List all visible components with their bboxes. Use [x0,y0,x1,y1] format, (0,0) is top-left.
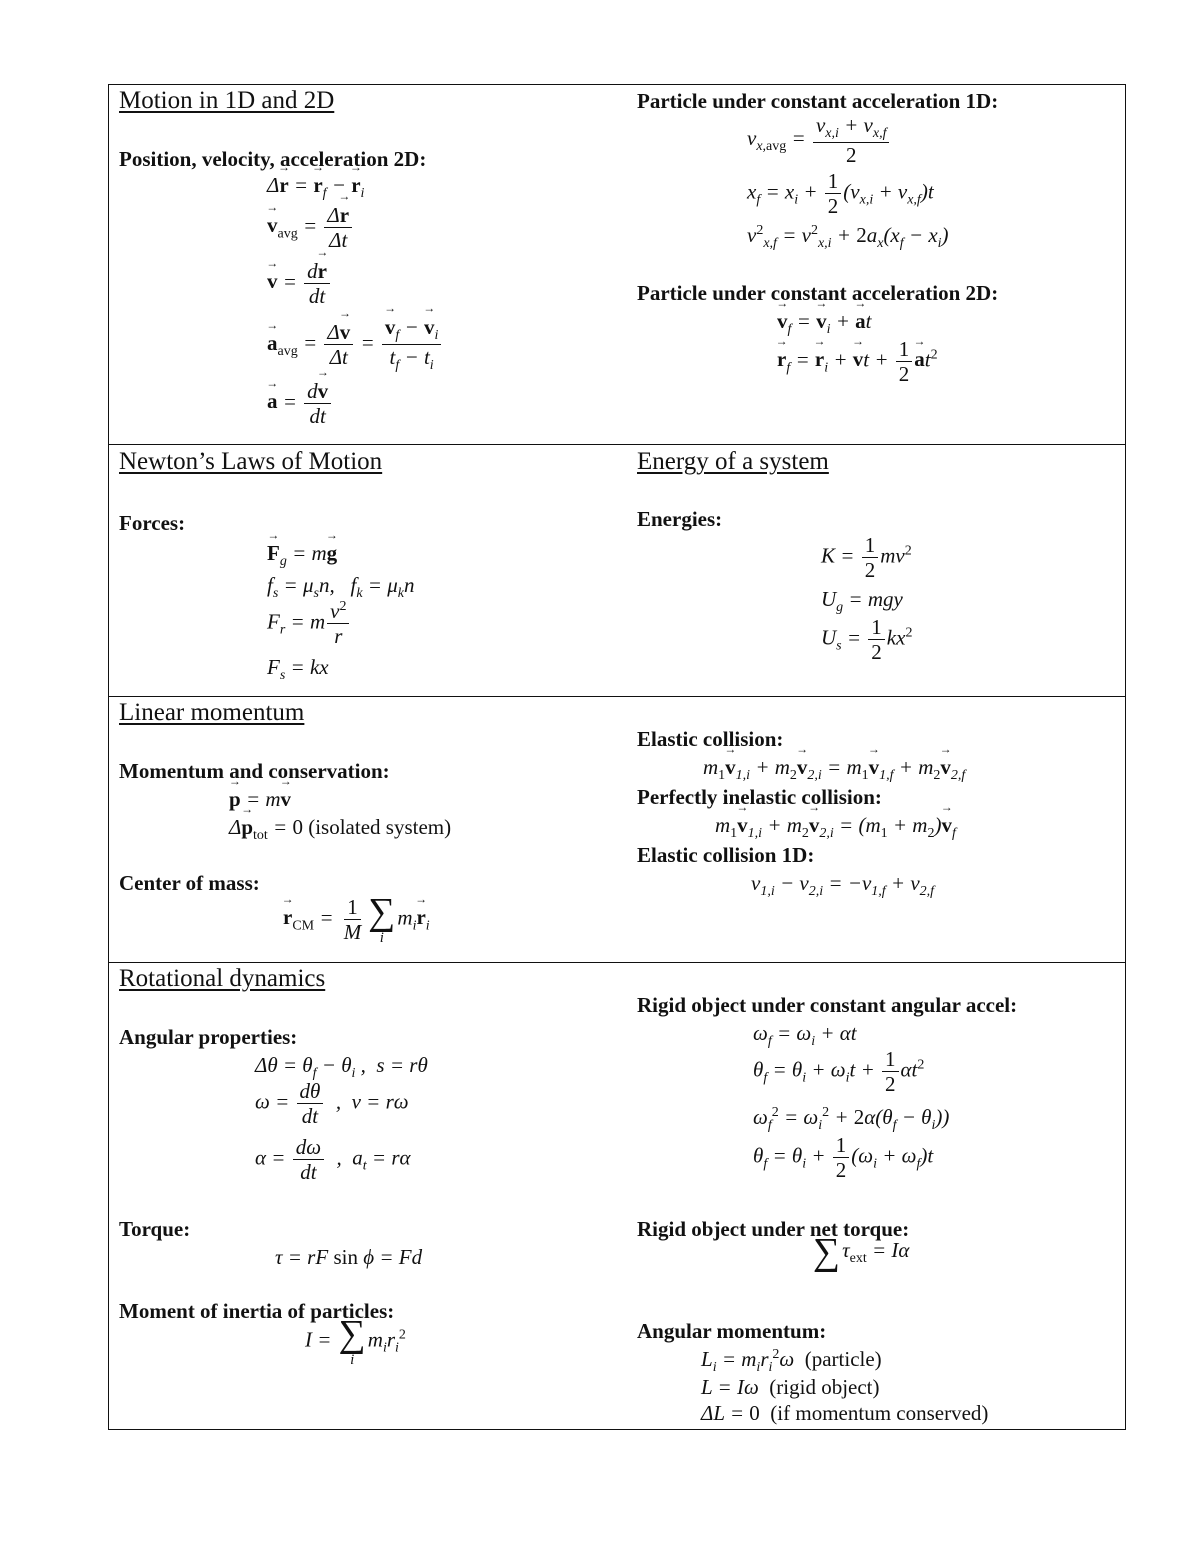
energy-column [637,445,1117,696]
label-constant-accel-1d: Particle under constant acceleration 1D: [637,89,999,113]
eq-moment-of-inertia: I = ∑ i $m_ir_i^2$ [305,1313,406,1368]
label-energies: Energies: [637,507,723,531]
note-particle: (particle) [804,1347,882,1371]
label-elastic-collision: Elastic collision: [637,727,784,751]
eq-displacement: Δ→ r = → $r_f$ − → $r_i$ [267,173,364,202]
momentum-right-column [637,697,1117,962]
eq-momentum: → p = m→ v [229,787,291,812]
label-torque: Torque: [119,1217,191,1241]
eq-angular-velocity: ω = $\frac{d\theta}{dt}$ , v = rω [255,1079,409,1129]
row-rotation [109,963,1125,1429]
heading-newton: Newton’s Laws of Motion [119,448,383,475]
eq-a-avg: → $a_{avg}$ = $\frac{\Delta\to v}{\Delta t}$ = → $\frac{v_f - \to v_i}{t_f - t_i}$ [267,315,443,375]
eq-vf-2d: → $v_f$ = → $v_i$ + → at [777,309,871,338]
heading-momentum: Linear momentum [119,699,305,726]
label-center-of-mass: Center of mass: [119,871,260,895]
eq-acceleration: → a = $\frac{d\to v}{dt}$ [267,379,333,428]
eq-rf-2d: → $r_f$ = → $r_i$ + → vt + $\frac{1}{2}$ → $at^2$ [777,337,938,386]
eq-velocity: → v = $\frac{d\to r}{dt}$ [267,259,332,308]
row-newton-energy [109,445,1125,697]
note-conserved: (if momentum conserved) [770,1401,989,1425]
eq-inelastic-collision: $m_1\to v_{1,i} + m_2\to v_{2,i} = (m_1 + m_2)\to v_f$ [715,813,956,842]
label-angular-properties: Angular properties: [119,1025,298,1049]
label-net-torque: Rigid object under net torque: [637,1217,910,1241]
eq-momentum-conservation: $\Delta\to p_{tot} = 0$ (isolated system) [229,815,451,844]
newton-column [119,445,619,696]
eq-gravity-force: → $F_g = m\to g$ [267,541,337,570]
heading-energy: Energy of a system [637,448,829,475]
eq-angular-displacement: $\Delta\theta = \theta_f - \theta_i$ , s = rθ [255,1053,428,1082]
eq-theta-f-average: $\theta_f = \theta_i$ + $\frac{1}{2}$ $(\omega_i + \omega_f)t$ [753,1133,934,1183]
eq-angular-momentum-conserved: ΔL = 0 (if momentum conserved) [701,1401,989,1425]
eq-elastic-collision: $m_1\to v_{1,i} + m_2\to v_{2,i} = m_1\to v_{1,f} + m_2\to v_{2,f}$ [703,755,965,784]
eq-omega-f-squared: $\omega_f^2 = \omega_i^2 + 2\alpha(\theta_f - \theta_i)$) [753,1105,950,1134]
eq-vxf-squared: $v^2_{x,f} = v^2_{x,i} + 2a_x(x_f - x_i)$ [747,223,949,252]
rotation-left-column [119,963,619,1429]
eq-centripetal: $F_r = m$ $\frac{v^2}{r}$ [267,599,351,648]
eq-gravitational-pe: $U_g$ = mgy [821,587,903,616]
formula-sheet [108,84,1126,1430]
note-rigid: (rigid object) [769,1375,880,1399]
momentum-left-column [119,697,619,962]
eq-elastic-collision-1d: $v_{1,i} - v_{2,i} = -v_{1,f} + v_{2,f}$ [751,871,935,900]
eq-net-torque: ∑ $\tau_{ext} = I\alpha$ [813,1231,910,1273]
label-forces: Forces: [119,511,186,535]
eq-center-of-mass: → $r_{CM}$ = $\frac{1}{M}$ ∑ i $m_i\to r_i$ [283,893,430,946]
label-moment-of-inertia: Moment of inertia of particles: [119,1299,395,1323]
eq-vx-avg: $v_{x,avg}$ = $\frac{v_{x,i} + v_{x,f}}{2}$ [747,113,891,167]
motion-left-column [119,85,619,444]
eq-xf-1d: $x_f = x_i$ + $\frac{1}{2}$ $(v_{x,i} + v_{x,f})t$ [747,169,934,219]
eq-spring-force: $F_s$ = kx [267,655,329,684]
label-angular-momentum: Angular momentum: [637,1319,827,1343]
row-motion [109,85,1125,445]
rotation-right-column [637,963,1117,1429]
eq-angular-acceleration: α = $\frac{d\omega}{dt}$ , $a_t = r\alpha$ [255,1135,411,1185]
heading-motion: Motion in 1D and 2D [119,87,335,114]
motion-right-column [637,85,1117,444]
label-position-velocity: Position, velocity, acceleration 2D: [119,147,427,171]
label-inelastic-collision: Perfectly inelastic collision: [637,785,882,809]
label-elastic-collision-1d: Elastic collision 1D: [637,843,815,867]
eq-kinetic-energy: K = $\frac{1}{2}$ $mv^2$ [821,533,912,583]
label-constant-accel-2d: Particle under constant acceleration 2D: [637,281,999,305]
eq-friction: $f_s = \mu_sn$, $f_k = \mu_kn$ [267,573,415,602]
label-rigid-constant-accel: Rigid object under constant angular accel: [637,993,1018,1017]
row-momentum [109,697,1125,963]
heading-rotation: Rotational dynamics [119,965,326,992]
isolated-note: (isolated system) [308,815,452,839]
eq-v-avg: → $v_{avg}$ = $\frac{\Delta\to r}{\Delta t}$ [267,203,354,252]
eq-theta-f: $\theta_f = \theta_i + \omega_it$ + $\frac{1}{2}$ $\alpha t^2$ [753,1047,925,1097]
eq-spring-pe: $U_s$ = $\frac{1}{2}$ $kx^2$ [821,615,913,665]
eq-angular-momentum-particle: $L_i = m_ir_i^2\omega$ (particle) [701,1347,882,1376]
eq-omega-f: $\omega_f = \omega_i + \alpha t$ [753,1021,857,1050]
eq-torque: τ = rF sin ϕ = Fd [275,1245,423,1269]
label-momentum-conservation: Momentum and conservation: [119,759,390,783]
eq-angular-momentum-rigid: L = Iω (rigid object) [701,1375,880,1399]
